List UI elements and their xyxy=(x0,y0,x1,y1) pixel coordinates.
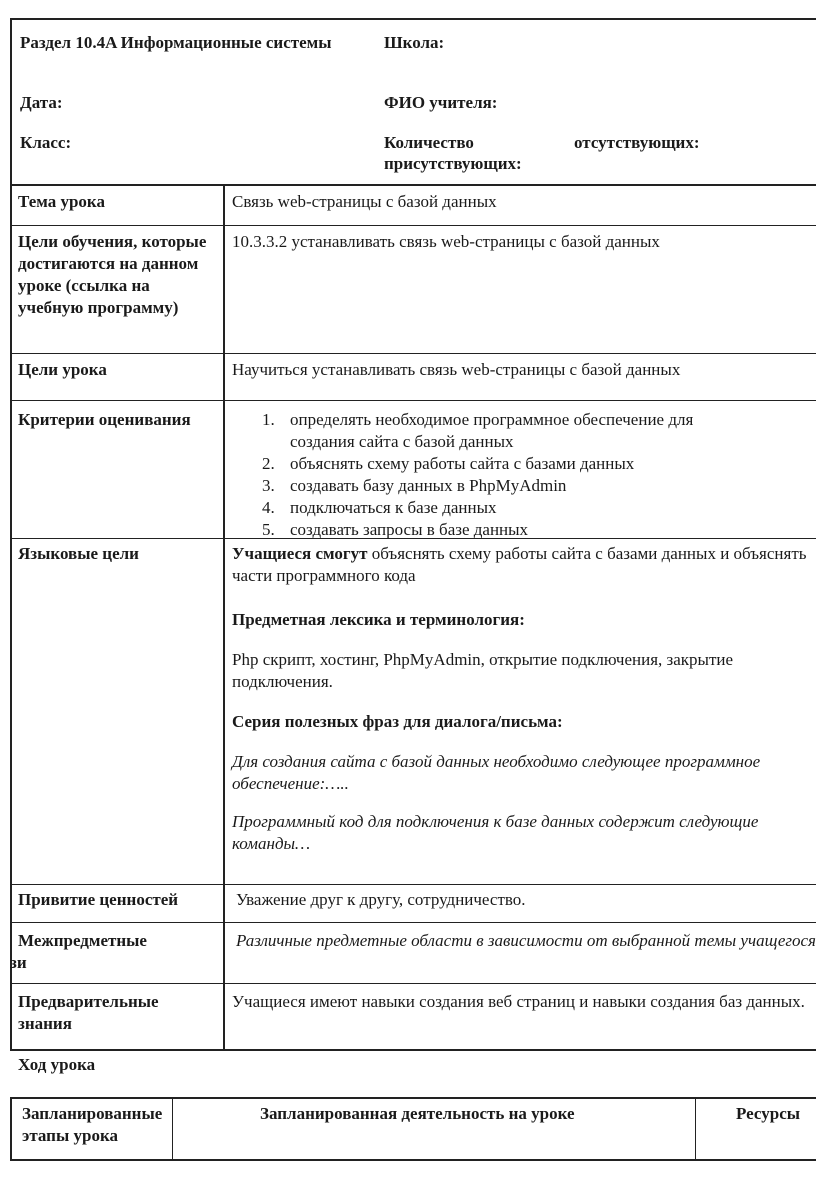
section-title: Раздел 10.4A Информационные системы xyxy=(20,33,332,52)
criteria-list xyxy=(232,409,752,541)
criteria-label: Критерии оценивания xyxy=(18,410,191,429)
class-label: Класс: xyxy=(20,133,72,152)
goals-label: Цели обучения, которые достигаются на данном уроке (ссылка на учебную программу) xyxy=(18,232,207,317)
teacher-label: ФИО учителя: xyxy=(384,93,498,112)
lang-phrase: Для создания сайта с базой данных необходимо следующее программное обеспечение:….. xyxy=(232,752,761,793)
lang-phrase: Программный код для подключения к базе данных содержит следующие команды… xyxy=(232,812,759,853)
lang-vocab-title: Предметная лексика и терминология: xyxy=(232,610,525,629)
col-resources-header: Ресурсы xyxy=(736,1104,801,1123)
absent-label: отсутствующих: xyxy=(574,133,700,152)
list-item: 4. подключаться к базе данных xyxy=(262,498,497,517)
values-label: Привитие ценностей xyxy=(18,890,179,909)
lang-students: Учащиеся смогут объяснять схему работы сайта с базами данных и объяснять части программного кода xyxy=(232,544,807,585)
date-label: Дата: xyxy=(20,93,63,112)
header-table xyxy=(10,18,816,186)
column-divider xyxy=(172,1099,173,1159)
col-activity-header: Запланированная деятельность на уроке xyxy=(260,1104,575,1123)
lang-label: Языковые цели xyxy=(18,544,139,563)
row-divider xyxy=(10,884,816,885)
lang-value xyxy=(232,543,812,855)
present-label: присутствующих: xyxy=(384,154,522,173)
list-item: 1. определять необходимое программное обеспечение для создания сайта с базой данных xyxy=(262,410,694,451)
goals-value: 10.3.3.2 устанавливать связь web-страницы с базой данных xyxy=(232,232,660,251)
table-bottom-border xyxy=(10,1049,816,1051)
lesson-flow-table xyxy=(10,1097,816,1161)
prior-label: Предварительные знания xyxy=(18,992,159,1033)
row-divider xyxy=(10,225,816,226)
cross-label: Межпредметные xyxy=(18,931,147,950)
criteria-list-wrap xyxy=(232,409,752,541)
list-item: 2. объяснять схему работы сайта с базами данных xyxy=(262,454,635,473)
values-value: Уважение друг к другу, сотрудничество. xyxy=(236,890,526,909)
cross-value: Различные предметные области в зависимости от выбранной темы учащегося xyxy=(236,931,816,950)
col-stages-header: Запланированные этапы урока xyxy=(22,1104,163,1145)
list-item: 3. создавать базу данных в PhpMyAdmin xyxy=(262,476,567,495)
topic-value: Связь web-страницы с базой данных xyxy=(232,192,497,211)
lesson-goals-label: Цели урока xyxy=(18,360,107,379)
lang-vocab-text: Php скрипт, хостинг, PhpMyAdmin, открытие подключения, закрытие подключения. xyxy=(232,650,734,691)
row-divider xyxy=(10,983,816,984)
row-divider xyxy=(10,353,816,354)
cross-label-cont: зи xyxy=(10,953,27,972)
count-label: Количество xyxy=(384,133,474,152)
school-label: Школа: xyxy=(384,33,445,52)
row-divider xyxy=(10,922,816,923)
row-divider xyxy=(10,400,816,401)
list-item: 5. создавать запросы в базе данных xyxy=(262,520,529,539)
lesson-flow-title: Ход урока xyxy=(18,1055,96,1074)
table-left-border xyxy=(10,186,12,1050)
lang-phrases-title: Серия полезных фраз для диалога/письма: xyxy=(232,712,563,731)
column-divider xyxy=(695,1099,696,1159)
lesson-goals-value: Научиться устанавливать связь web-страницы с базой данных xyxy=(232,360,681,379)
prior-value: Учащиеся имеют навыки создания веб страниц и навыки создания баз данных. xyxy=(232,992,805,1011)
table-column-divider xyxy=(223,186,225,1050)
topic-label: Тема урока xyxy=(18,192,105,211)
